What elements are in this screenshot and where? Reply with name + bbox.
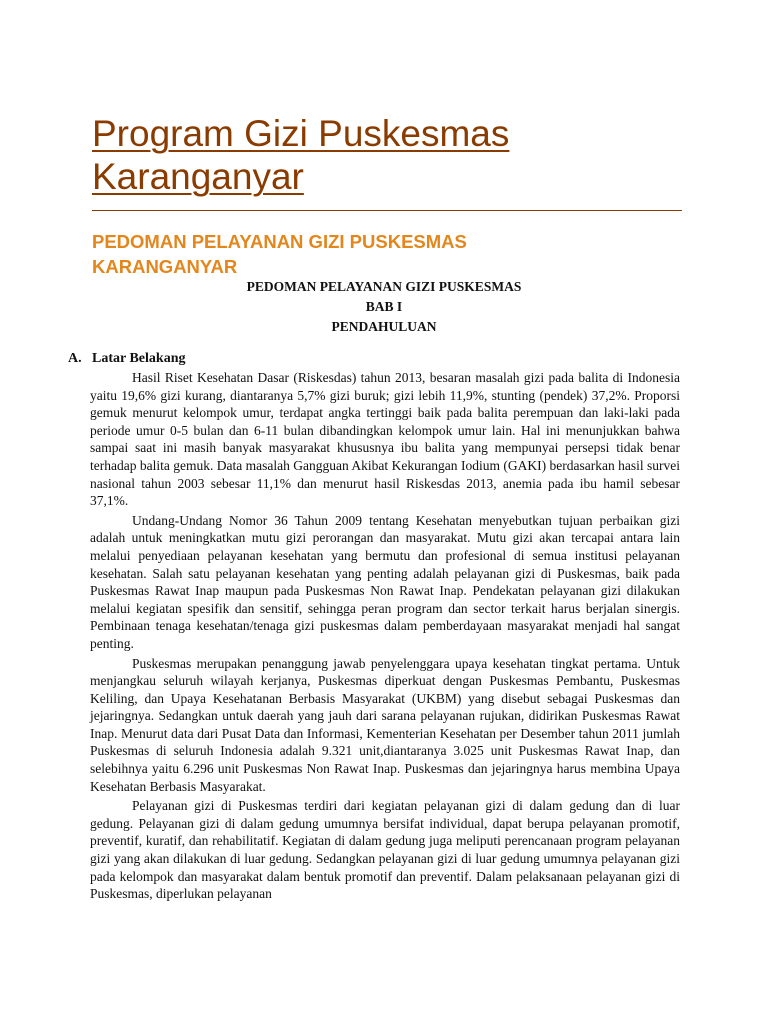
paragraph: Hasil Riset Kesehatan Dasar (Riskesdas) tahun 2013, besaran masalah gizi pada balita di Indonesia yaitu 19,6% gizi kurang, diantaranya 5,7% gizi buruk; gizi lebih 11,9%, stunting (pendek) 37,2%. Proporsi gemuk menurut kelompok umur, terdapat angka tertinggi baik pada balita perempuan dan laki-laki pada periode umur 0-5 bulan dan 6-11 bulan dibandingkan kelompok umur lain. Hal ini menunjukkan bahwa sampai saat ini masih banyak masyarakat khususnya ibu balita yang mempunyai persepsi tidak benar terhadap balita gemuk. Data masalah Gangguan Akibat Kekurangan Iodium (GAKI) berdasarkan hasil survei nasional tahun 2003 sebesar 11,1% dan menurut hasil Riskesdas 2013, anemia pada ibu hamil sebesar 37,1%.	[90, 370, 680, 509]
title-divider	[92, 210, 682, 211]
body-text	[90, 369, 680, 905]
paragraph: Pelayanan gizi di Puskesmas terdiri dari kegiatan pelayanan gizi di dalam gedung dan di luar gedung. Pelayanan gizi di dalam gedung umumnya bersifat individual, dapat berupa pelayanan promotif, preventif, kuratif, dan rehabilitatif. Kegiatan di dalam gedung juga meliputi perencanaan program pelayanan gizi yang akan dilakukan di luar gedung. Sedangkan pelayanan gizi di luar gedung umumnya pelayanan gizi pada kelompok dan masyarakat dalam bentuk promotif dan preventif. Dalam pelaksanaan pelayanan gizi di Puskesmas, diperlukan pelayanan	[90, 798, 680, 902]
paragraph: Puskesmas merupakan penanggung jawab penyelenggara upaya kesehatan tingkat pertama. Untuk menjangkau seluruh wilayah kerjanya, Puskesmas diperkuat dengan Puskesmas Pembantu, Puskesmas Keliling, dan Upaya Kesehatanan Berbasis Masyarakat (UKBM) yang disebut sebagai Puskesmas dan jejaringnya. Sedangkan untuk daerah yang jauh dari sarana pelayanan rujukan, didirikan Puskesmas Rawat Inap. Menurut data dari Pusat Data dan Informasi, Kementerian Kesehatan per Desember tahun 2011 jumlah Puskesmas di seluruh Indonesia adalah 9.321 unit,diantaranya 3.025 unit Puskesmas Rawat Inap, dan selebihnya yaitu 6.296 unit Puskesmas Non Rawat Inap. Puskesmas dan jejaringnya harus membina Upaya Kesehatan Berbasis Masyarakat.	[90, 655, 680, 794]
heading-line-1: PEDOMAN PELAYANAN GIZI PUSKESMAS	[246, 279, 522, 294]
section-title: Latar Belakang	[92, 351, 186, 366]
heading-chapter: BAB I	[365, 299, 403, 314]
section-heading	[68, 351, 185, 367]
section-number: A.	[68, 351, 82, 366]
page-title: Program Gizi Puskesmas Karanganyar	[92, 113, 510, 197]
heading-chapter-title: PENDAHULUAN	[331, 319, 437, 334]
page-subtitle: PEDOMAN PELAYANAN GIZI PUSKESMAS KARANGANYAR	[92, 231, 467, 277]
paragraph: Undang-Undang Nomor 36 Tahun 2009 tentang Kesehatan menyebutkan tujuan perbaikan gizi adalah untuk meningkatkan mutu gizi perorangan dan masyarakat. Mutu gizi akan tercapai antara lain melalui penyediaan pelayanan kesehatan yang bermutu dan profesional di semua institusi pelayanan kesehatan. Salah satu pelayanan kesehatan yang penting adalah pelayanan gizi di Puskesmas, baik pada Puskesmas Rawat Inap maupun pada Puskesmas Non Rawat Inap. Pendekatan pelayanan gizi dilakukan melalui kegiatan spesifik dan sensitif, sehingga peran program dan sector terkait harus berjalan sinergis. Pembinaan tenaga kesehatan/tenaga gizi puskesmas dalam pemberdayaan masyarakat menjadi hal sangat penting.	[90, 512, 680, 651]
